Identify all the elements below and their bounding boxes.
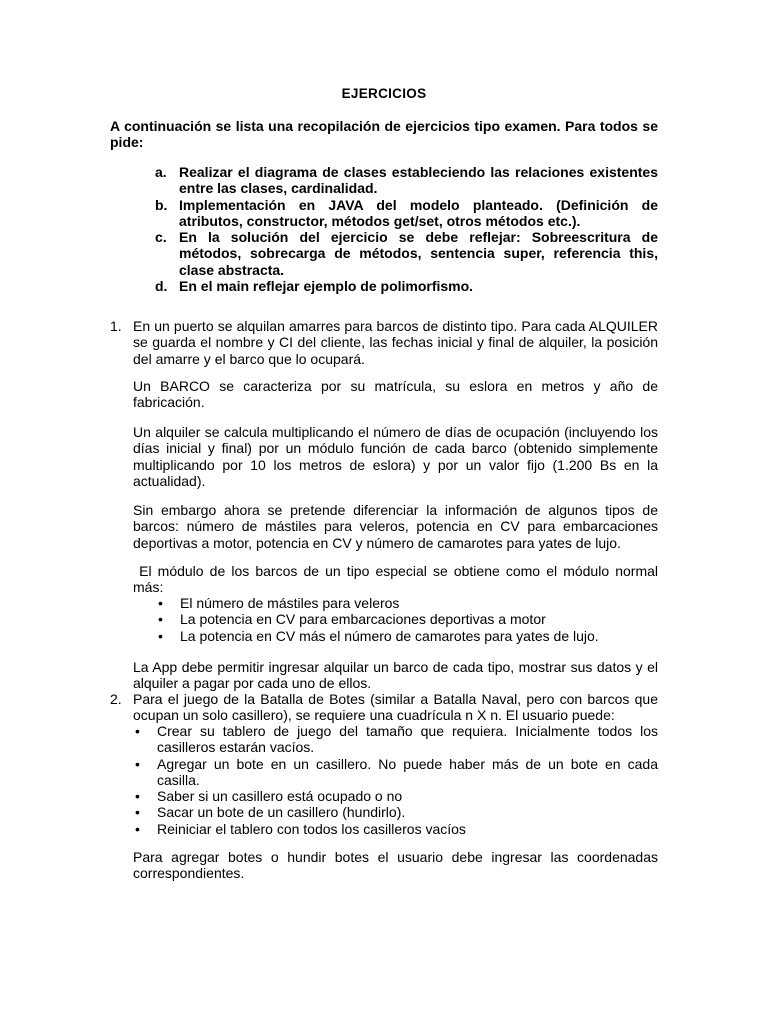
list-item-text: La potencia en CV más el número de camarotes para yates de lujo.	[180, 627, 599, 644]
list-item	[155, 229, 658, 278]
list-item	[155, 197, 658, 230]
exercise-1-paragraph-1: En un puerto se alquilan amarres para barcos de distinto tipo. Para cada ALQUILER se guarda el nombre y CI del cliente, las fechas inicial y final de alquiler, la posición del amarre y el barco que lo ocupará.	[133, 318, 658, 367]
exercise-1-paragraph-4: Sin embargo ahora se pretende diferenciar la información de algunos tipos de barcos: número de mástiles para veleros, potencia en CV para embarcaciones deportivas a motor, potencia en CV y número de camarotes para yates de lujo.	[133, 502, 658, 551]
list-item-text: En el main reflejar ejemplo de polimorfismo.	[179, 278, 474, 295]
list-marker: b.	[155, 196, 168, 213]
list-item-text: Sacar un bote de un casillero (hundirlo).	[157, 804, 406, 821]
bullet-icon: •	[135, 820, 140, 837]
exercise-1-paragraph-3: Un alquiler se calcula multiplicando el número de días de ocupación (incluyendo los días inicial y final) por un módulo función de cada barco (obtenido simplemente multiplicando por 10 los metros de eslora) y por un valor fijo (1.200 Bs en la actualidad).	[133, 424, 658, 489]
exercise-2-paragraph-2: Para agregar botes o hundir botes el usuario debe ingresar las coordenadas correspondientes.	[133, 849, 658, 882]
exercise-1-bullet-list	[156, 595, 658, 644]
list-item	[133, 804, 658, 820]
exercise-1-paragraph-2: Un BARCO se caracteriza por su matrícula, su eslora en metros y año de fabricación.	[133, 378, 658, 411]
list-marker: a.	[155, 164, 167, 180]
exercise-1-paragraph-6: La App debe permitir ingresar alquilar un barco de cada tipo, mostrar sus datos y el alquiler a pagar por cada uno de ellos.	[133, 659, 658, 692]
list-item-text: Crear su tablero de juego del tamaño que requiera. Inicialmente todos los casilleros estarán vacíos.	[157, 723, 658, 756]
list-item	[133, 723, 658, 756]
list-item-text: Reiniciar el tablero con todos los casilleros vacíos	[157, 820, 466, 837]
list-item-text: Implementación en JAVA del modelo planteado. (Definición de atributos, constructor, métodos get/set, otros métodos etc.).	[179, 196, 658, 229]
bullet-icon: •	[135, 723, 140, 739]
bullet-icon: •	[158, 595, 163, 611]
list-item-text: Agregar un bote en un casillero. No puede haber más de un bote en cada casilla.	[157, 755, 658, 788]
list-marker: d.	[155, 278, 168, 295]
list-item	[155, 164, 658, 197]
exercise-number: 1.	[110, 318, 122, 334]
list-item	[133, 788, 658, 804]
page-title: EJERCICIOS	[341, 86, 427, 101]
list-item	[156, 595, 658, 611]
exercise-number: 2.	[110, 691, 122, 707]
bullet-icon: •	[135, 804, 140, 821]
exercise-2-bullet-list	[133, 723, 658, 837]
bullet-icon: •	[135, 755, 140, 772]
list-item-text: El número de mástiles para veleros	[180, 595, 400, 611]
list-item	[155, 278, 658, 294]
list-item	[156, 611, 658, 627]
list-item-text: Realizar el diagrama de clases estableciendo las relaciones existentes entre las clases, cardinalidad.	[179, 164, 658, 197]
list-item-text: Saber si un casillero está ocupado o no	[157, 788, 403, 805]
list-marker: c.	[155, 229, 167, 246]
bullet-icon: •	[158, 611, 163, 628]
list-item	[133, 821, 658, 837]
list-item	[156, 628, 658, 644]
bullet-icon: •	[135, 788, 140, 805]
list-item-text: En la solución del ejercicio se debe reflejar: Sobreescritura de métodos, sobrecarga de métodos, sentencia super, referencia this, clase abstracta.	[179, 229, 658, 278]
list-item	[133, 756, 658, 789]
list-item-text: La potencia en CV para embarcaciones deportivas a motor	[180, 611, 546, 628]
intro-paragraph: A continuación se lista una recopilación de ejercicios tipo examen. Para todos se pide:	[110, 118, 658, 151]
requirements-list	[155, 164, 658, 294]
exercise-1-paragraph-5: El módulo de los barcos de un tipo especial se obtiene como el módulo normal más:	[133, 563, 662, 596]
bullet-icon: •	[158, 627, 163, 644]
exercise-2-paragraph-1: Para el juego de la Batalla de Botes (similar a Batalla Naval, pero con barcos que ocupan un solo casillero), se requiere una cuadrícula n X n. El usuario puede:	[133, 691, 658, 724]
